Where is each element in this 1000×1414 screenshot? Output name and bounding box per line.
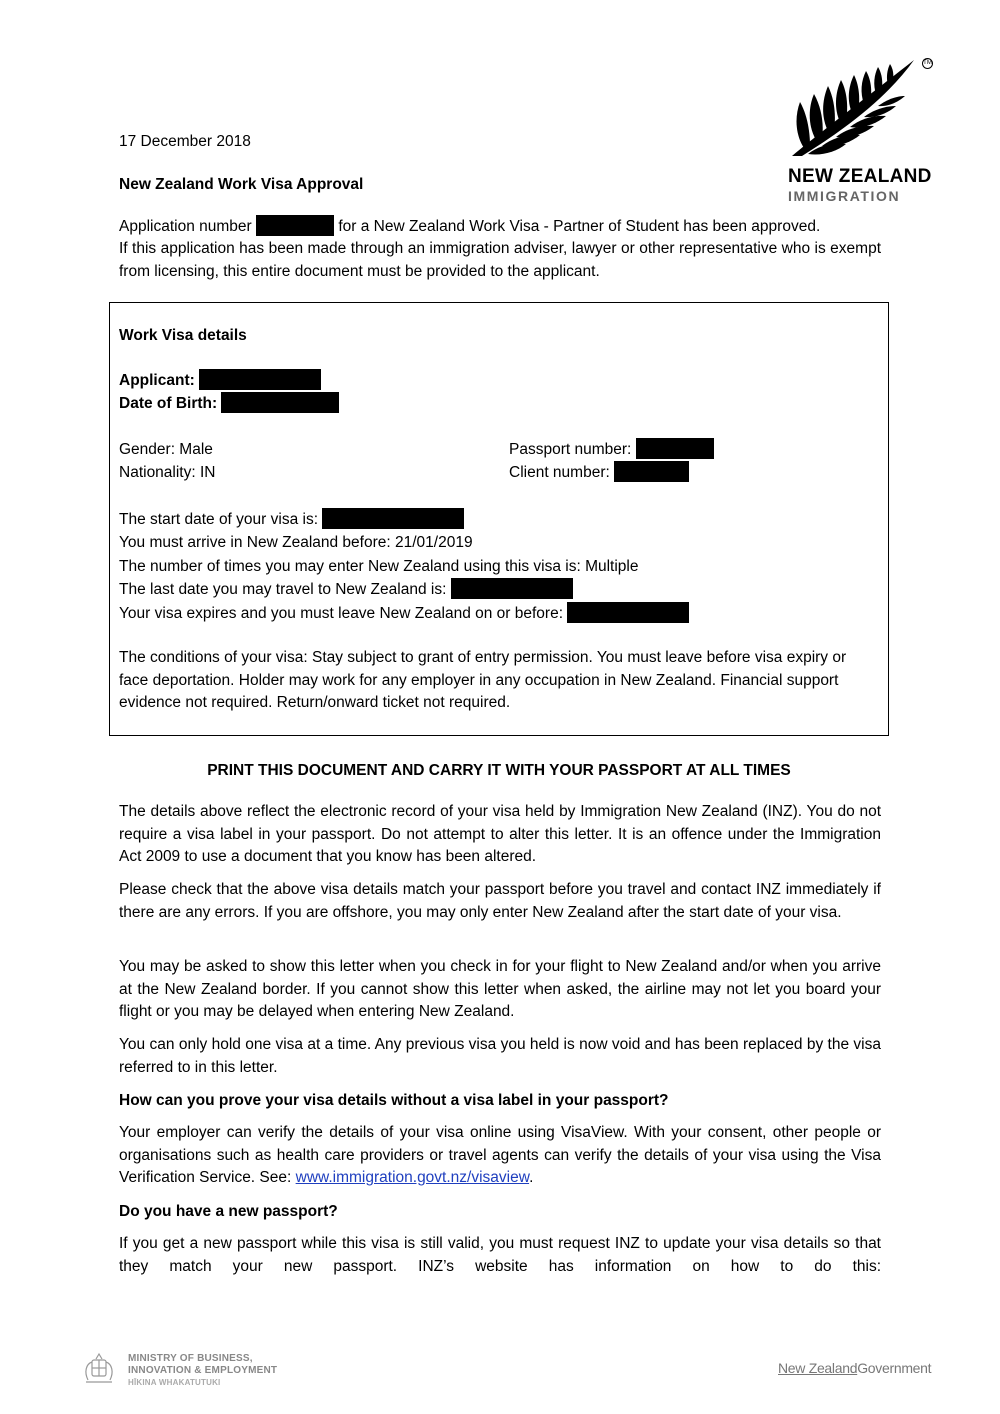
heading-new-passport: Do you have a new passport? xyxy=(119,1203,338,1220)
ministry-line-1: MINISTRY OF BUSINESS, xyxy=(128,1353,253,1364)
passport-row xyxy=(509,438,714,461)
details-heading: Work Visa details xyxy=(119,327,247,344)
expiry-row xyxy=(119,602,689,625)
intro-rest: If this application has been made through an immigration adviser, lawyer or other representative who is exempt from licensing, this entire document must be provided to the applicant. xyxy=(119,240,881,280)
mbie-logo xyxy=(80,1350,310,1390)
paragraph-electronic-record: The details above reflect the electronic record of your visa held by Immigration New Zealand (INZ). You do not require a visa label in your passport. Do not attempt to alter this letter. It is an offence under the Immigration Act 2009 to use a document that you know has been altered. xyxy=(119,803,881,865)
client-label: Client number: xyxy=(509,464,610,481)
entries: The number of times you may enter New Zealand using this visa is: Multiple xyxy=(119,558,639,575)
logo-agency: IMMIGRATION xyxy=(788,188,901,204)
logo-country: NEW ZEALAND xyxy=(788,166,932,187)
last-travel-label: The last date you may travel to New Zealand is: xyxy=(119,581,447,598)
paragraph-one-visa: You can only hold one visa at a time. Any previous visa you held is now void and has been replaced by the visa referred to in this letter. xyxy=(119,1036,881,1076)
visaview-link[interactable]: www.immigration.govt.nz/visaview xyxy=(295,1169,530,1186)
letter-date: 17 December 2018 xyxy=(119,133,251,150)
silver-fern-icon xyxy=(788,56,920,160)
coat-of-arms-icon xyxy=(80,1350,118,1388)
paragraph-show-letter: You may be asked to show this letter when you check in for your flight to New Zealand and/or when you arrive at the New Zealand border. If you cannot show this letter when asked, the airline may not let you board your flight or you may be delayed when entering New Zealand. xyxy=(119,958,881,1020)
last-travel-row xyxy=(119,578,573,601)
gov-part-1: New Zealand xyxy=(778,1360,858,1376)
redacted-expiry xyxy=(567,602,689,623)
ministry-line-2: INNOVATION & EMPLOYMENT xyxy=(128,1365,278,1376)
intro-part-2: for a New Zealand Work Visa - Partner of Student has been approved. xyxy=(338,218,821,235)
print-notice: PRINT THIS DOCUMENT AND CARRY IT WITH YOUR PASSPORT AT ALL TIMES xyxy=(207,762,791,779)
dob-row xyxy=(119,392,339,415)
paragraph-visaview xyxy=(119,1122,881,1190)
arrive-before: You must arrive in New Zealand before: 21/01/2019 xyxy=(119,534,473,551)
expiry-label: Your visa expires and you must leave New Zealand on or before: xyxy=(119,605,564,622)
nationality: Nationality: IN xyxy=(119,464,216,481)
heading-prove-visa: How can you prove your visa details without a visa label in your passport? xyxy=(119,1092,669,1109)
nz-government-logo xyxy=(778,1360,931,1376)
gender: Gender: Male xyxy=(119,441,213,458)
client-row xyxy=(509,461,689,484)
start-row xyxy=(119,508,464,531)
redacted-last-travel xyxy=(451,578,573,599)
paragraph-check-details: Please check that the above visa details match your passport before you travel and contact INZ immediately if there are any errors. If you are offshore, you may only enter New Zealand after the start date of your visa. xyxy=(119,881,881,921)
ministry-line-3: HĪKINA WHAKATUTUKI xyxy=(128,1378,221,1387)
gov-part-2: Government xyxy=(857,1360,932,1376)
redacted-application-number xyxy=(256,215,334,236)
applicant-row xyxy=(119,369,321,392)
redacted-client xyxy=(614,461,689,482)
nz-immigration-logo xyxy=(784,52,934,212)
paragraph-new-passport: If you get a new passport while this visa is still valid, you must request INZ to update your visa details so that they match your new passport. INZ’s website has information on how to do this: xyxy=(119,1235,881,1275)
start-label: The start date of your visa is: xyxy=(119,511,319,528)
redacted-dob xyxy=(221,392,339,413)
letter-title: New Zealand Work Visa Approval xyxy=(119,176,364,193)
applicant-label: Applicant: xyxy=(119,372,195,389)
redacted-passport xyxy=(636,438,714,459)
visaview-text: Your employer can verify the details of your visa online using VisaView. With your consent, other people or organisations such as health care providers or travel agents can verify the details of your visa using the Visa Verification Service. See: xyxy=(119,1124,881,1186)
visa-conditions: The conditions of your visa: Stay subject to grant of entry permission. You must leave before visa expiry or face deportation. Holder may work for any employer in any occupation in New Zealand. Financial support evidence not required. Return/onward ticket not required. xyxy=(119,649,847,711)
redacted-start-date xyxy=(322,508,464,529)
intro-part-1: Application number xyxy=(119,218,252,235)
dob-label: Date of Birth: xyxy=(119,395,218,412)
passport-label: Passport number: xyxy=(509,441,632,458)
visaview-period: . xyxy=(529,1169,534,1186)
trademark-symbol: TM xyxy=(922,58,933,69)
intro-line-1 xyxy=(119,215,881,238)
redacted-applicant xyxy=(199,369,321,390)
